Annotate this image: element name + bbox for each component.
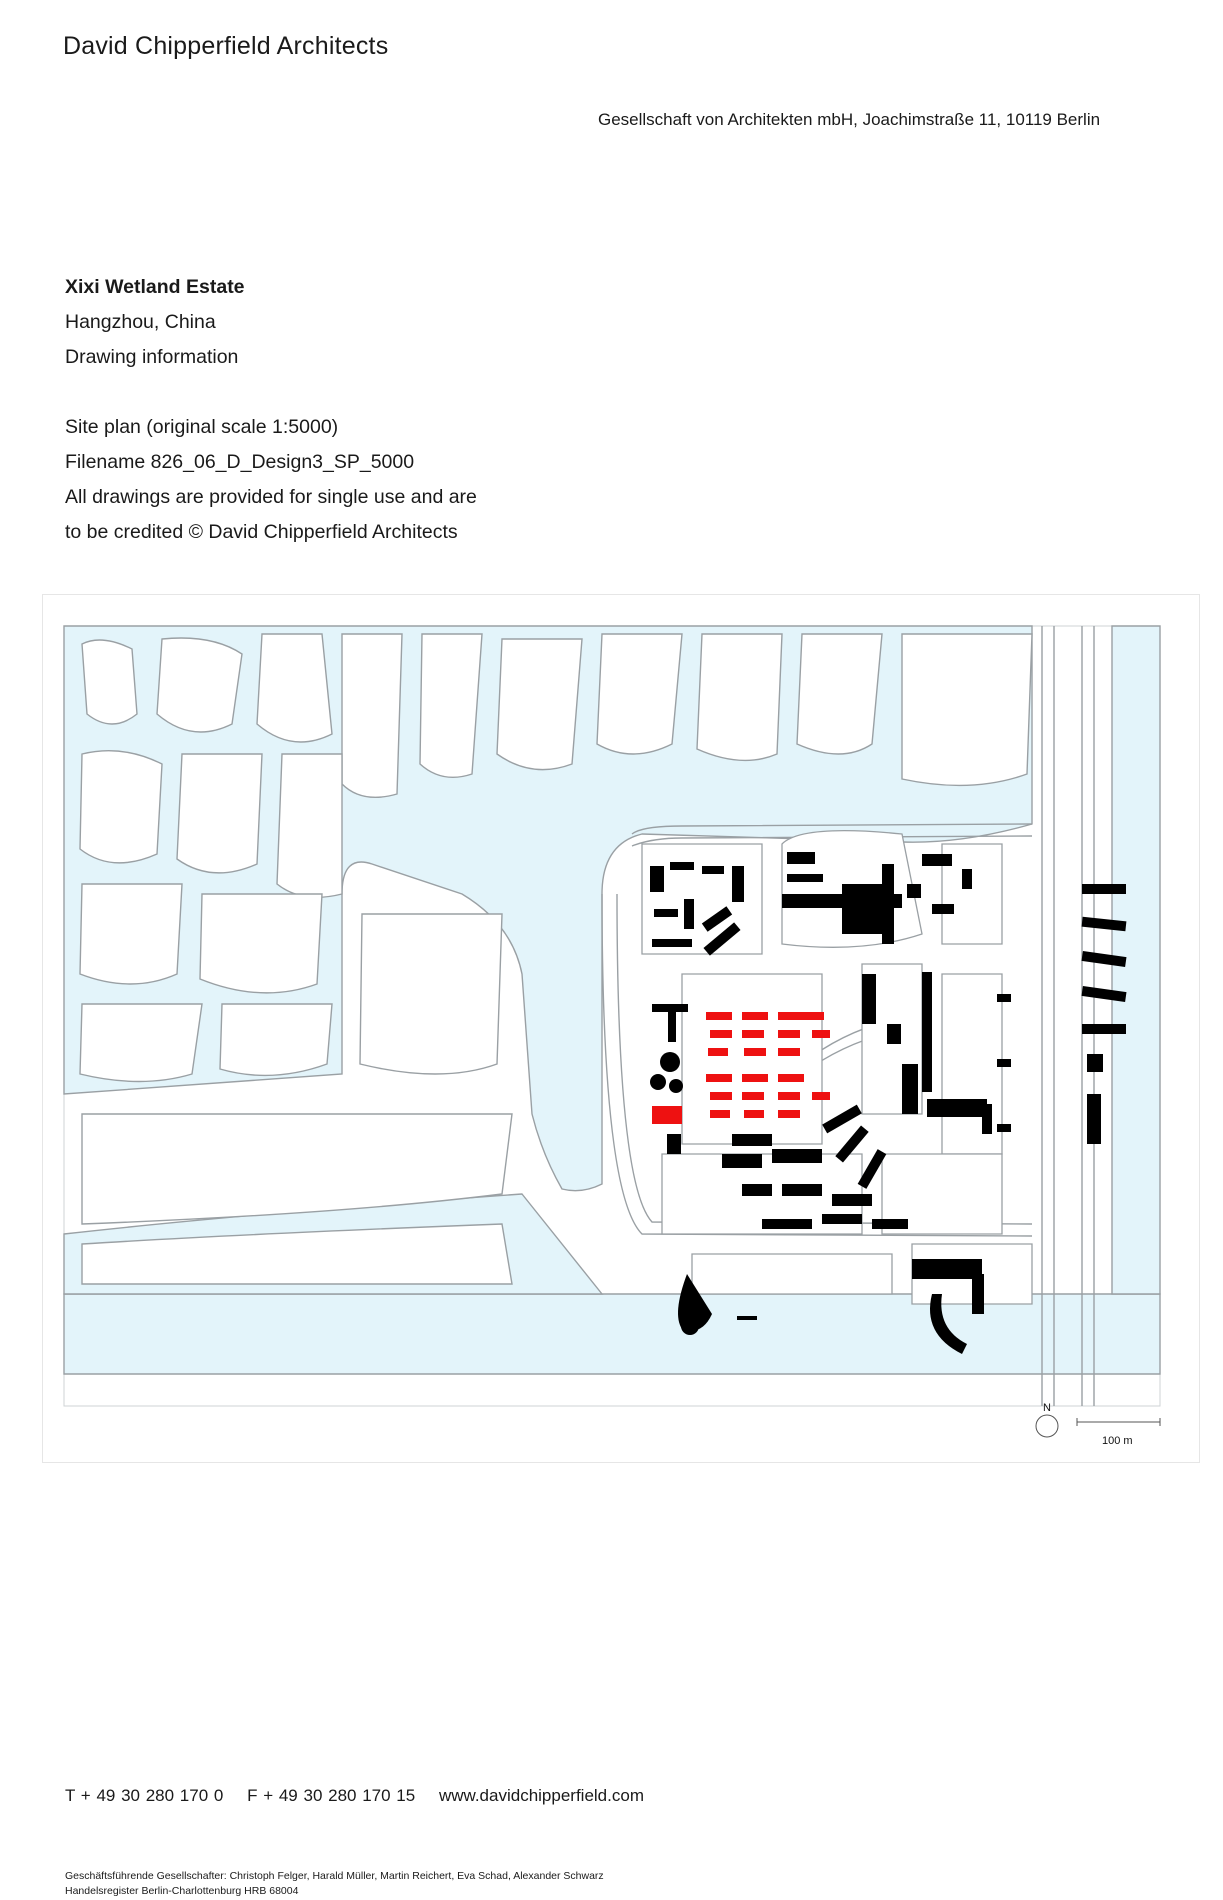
building (1082, 1024, 1126, 1034)
building (778, 1074, 804, 1082)
building (654, 909, 678, 917)
building (670, 862, 694, 870)
building (1082, 884, 1126, 894)
building (862, 974, 876, 1024)
building (762, 1219, 812, 1229)
building (822, 1214, 862, 1224)
building (922, 972, 932, 1092)
building (982, 1104, 992, 1134)
building (1087, 1054, 1103, 1072)
spacer (65, 375, 477, 410)
building (668, 1012, 676, 1042)
building (832, 1194, 872, 1206)
building (907, 884, 921, 898)
drawing-type: Site plan (original scale 1:5000) (65, 416, 339, 438)
building (732, 1134, 772, 1146)
site-plan (42, 594, 1200, 1464)
building (787, 874, 823, 882)
building (802, 1012, 824, 1020)
building (922, 854, 952, 866)
building (778, 1110, 800, 1118)
building (652, 1106, 682, 1124)
building (912, 1259, 982, 1279)
building (812, 1092, 830, 1100)
fax-number: F + 49 30 280 170 15 (247, 1786, 416, 1805)
building (667, 1134, 681, 1154)
building (722, 1154, 762, 1168)
building (932, 904, 954, 914)
building (972, 1274, 984, 1314)
building (812, 1030, 830, 1038)
scale-label: 100 m (1102, 1435, 1133, 1447)
building (927, 1099, 987, 1117)
building (660, 1052, 680, 1072)
building (782, 1184, 822, 1196)
credit-line-1: All drawings are provided for single use and are (65, 486, 477, 508)
website-link[interactable]: www.davidchipperfield.com (438, 1786, 644, 1805)
building (708, 1048, 728, 1056)
building (732, 866, 744, 902)
building (887, 1024, 901, 1044)
project-location: Hangzhou, China (65, 311, 216, 333)
building (742, 1030, 764, 1038)
building (778, 1092, 800, 1100)
register-line: Handelsregister Berlin-Charlottenburg HRB 68004 (65, 1885, 299, 1897)
firm-name: David Chipperfield Architects (63, 32, 389, 60)
building (742, 1184, 772, 1196)
building (997, 1059, 1011, 1067)
building (710, 1092, 732, 1100)
north-label: N (1043, 1402, 1051, 1414)
building (652, 939, 692, 947)
building (778, 1012, 804, 1020)
drawing-info-block (65, 270, 477, 550)
building (872, 1219, 908, 1229)
contact-line (65, 1786, 662, 1806)
building (842, 884, 882, 934)
building (650, 1074, 666, 1090)
building (710, 1030, 732, 1038)
building (706, 1074, 732, 1082)
project-title: Xixi Wetland Estate (65, 276, 245, 298)
legal-info (65, 1869, 604, 1899)
building (681, 1317, 699, 1335)
building (962, 869, 972, 889)
credit-line-2: to be credited © David Chipperfield Architects (65, 521, 458, 543)
building (706, 1012, 732, 1020)
building (650, 866, 664, 892)
building (778, 1048, 800, 1056)
building (710, 1110, 730, 1118)
building (902, 1064, 918, 1114)
building (652, 1004, 688, 1012)
building (684, 899, 694, 929)
section-heading: Drawing information (65, 346, 239, 368)
building (778, 1030, 800, 1038)
building (744, 1048, 766, 1056)
building (997, 994, 1011, 1002)
drawing-filename: Filename 826_06_D_Design3_SP_5000 (65, 451, 415, 473)
building (772, 1149, 822, 1163)
building (737, 1316, 757, 1320)
building (742, 1012, 768, 1020)
building (787, 852, 815, 864)
building (742, 1092, 764, 1100)
building (997, 1124, 1011, 1132)
building (1087, 1094, 1101, 1144)
firm-address: Gesellschaft von Architekten mbH, Joachimstraße 11, 10119 Berlin (598, 110, 1101, 129)
building (742, 1074, 768, 1082)
building (744, 1110, 764, 1118)
building (669, 1079, 683, 1093)
phone-number: T + 49 30 280 170 0 (65, 1786, 224, 1805)
building (882, 864, 894, 944)
building (702, 866, 724, 874)
directors-line: Geschäftsführende Gesellschafter: Christoph Felger, Harald Müller, Martin Reichert, Eva Schad, Alexander Schwarz (65, 1870, 604, 1882)
